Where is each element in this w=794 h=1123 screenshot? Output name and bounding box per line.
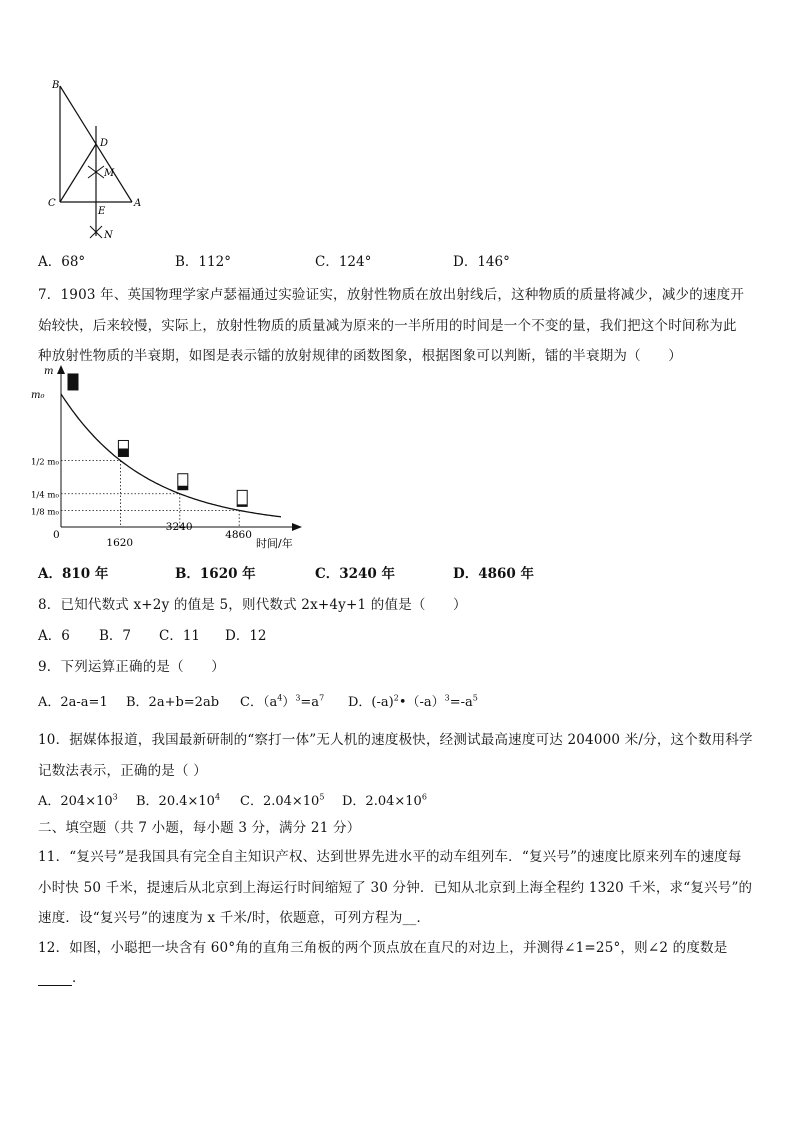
q7-option-d[interactable]: D．4860 年 xyxy=(453,566,534,582)
q10-option-c[interactable] xyxy=(240,790,324,809)
q9-d-exp: 2 xyxy=(393,693,399,703)
q9-c-part: ） xyxy=(282,695,296,710)
q7-text-line: 始较快，后来较慢，实际上，放射性物质的质量减为原来的一半所用的时间是一个不变的量，我们把这个时间称为此 xyxy=(38,318,737,334)
q9-c-exp: 4 xyxy=(277,693,283,703)
q10-d-exp: 6 xyxy=(421,792,427,802)
geometry-figure xyxy=(40,74,160,244)
q9-option-b[interactable]: B．2a+b=2ab xyxy=(126,695,220,710)
y-tick-label: 1/4 m₀ xyxy=(31,490,59,501)
q9-c-exp: 3 xyxy=(295,693,301,703)
segment-cd xyxy=(60,144,96,202)
q9-d-part: •（-a） xyxy=(398,695,445,710)
q9-d-part: =-a xyxy=(449,695,473,710)
q10-b-exp: 4 xyxy=(214,792,221,802)
x-tick-label: 4860 xyxy=(225,529,252,541)
point-label-c: C xyxy=(48,198,56,209)
q9-option-d[interactable] xyxy=(348,691,478,710)
q12-line2-end: ． xyxy=(72,970,86,986)
q10-text-line: 记数法表示，正确的是（ ） xyxy=(38,763,207,779)
q6-option-b[interactable]: B．112° xyxy=(175,254,231,270)
q8-option-c[interactable]: C．11 xyxy=(159,628,201,644)
x-tick-label: 3240 xyxy=(165,521,193,533)
q9-d-part: D．(-a) xyxy=(348,695,394,710)
decay-curve-series xyxy=(61,394,281,517)
q10-text-line: 10．据媒体报道，我国最新研制的“察打一体”无人机的速度极快，经测试最高速度可达 204000 米/分，这个数用科学 xyxy=(38,732,753,748)
point-label-e: E xyxy=(98,206,106,217)
q6-option-d[interactable]: D．146° xyxy=(453,254,510,270)
decay-chart xyxy=(30,362,320,552)
q12-answer-blank[interactable] xyxy=(38,971,72,986)
q11-text-line: 小时快 50 千米，提速后从北京到上海运行时间缩短了 30 分钟．已知从北京到上海全程约 1320 千米，求“复兴号”的 xyxy=(38,880,753,896)
q9-c-exp: 7 xyxy=(319,693,325,703)
y-axis-arrow xyxy=(57,365,65,374)
point-label-a: A xyxy=(134,198,142,209)
q10-d-base: D．2.04×10 xyxy=(342,794,422,809)
sample-beaker-icon xyxy=(68,374,78,390)
point-label-b: B xyxy=(52,80,60,91)
x-axis-label: 时间/年 xyxy=(256,537,293,550)
q7-text-line: 种放射性物质的半衰期，如图是表示镭的放射规律的函数图象，根据图象可以判断，镭的半衰期为（ ） xyxy=(38,348,682,364)
q8-options xyxy=(38,624,438,642)
sample-beaker-icon xyxy=(237,490,247,506)
point-label-d: D xyxy=(100,138,109,149)
sample-beaker-icon xyxy=(118,440,128,456)
q10-c-base: C．2.04×10 xyxy=(240,794,320,809)
q9-option-a[interactable]: A．2a-a=1 xyxy=(38,695,108,710)
q8-option-d[interactable]: D．12 xyxy=(225,628,267,644)
point-label-m: M xyxy=(104,168,115,179)
q12-text-line: 12．如图，小聪把一块含有 60°角的直角三角板的两个顶点放在直尺的对边上，并测得∠1=25°，则∠2 的度数是 xyxy=(38,940,728,956)
q8-option-a[interactable]: A．6 xyxy=(38,628,70,644)
q6-option-c[interactable]: C．124° xyxy=(315,254,372,270)
q7-text-line: 7．1903 年、英国物理学家卢瑟福通过实验证实，放射性物质在放出射线后，这种物质的质量将减少，减少的速度开 xyxy=(38,287,745,303)
y-axis-label: m xyxy=(44,366,54,377)
q10-b-base: B．20.4×10 xyxy=(136,794,215,809)
q7-option-a[interactable]: A．810 年 xyxy=(38,566,109,582)
q9-options xyxy=(38,691,638,709)
q9-option-c[interactable] xyxy=(240,691,324,710)
y-tick-label: 1/2 m₀ xyxy=(31,457,59,468)
q11-text-line xyxy=(38,906,430,926)
q9-text: 9．下列运算正确的是（ ） xyxy=(38,659,225,675)
q7-options xyxy=(38,562,738,580)
q10-a-base: A．204×10 xyxy=(38,794,113,809)
q10-a-exp: 3 xyxy=(112,792,118,802)
q11-line3-text: 速度．设“复兴号”的速度为 x 千米/时，依题意，可列方程为 xyxy=(38,910,403,926)
q6-options xyxy=(38,250,738,268)
q10-option-d[interactable] xyxy=(342,790,427,809)
x-tick-label: 0 xyxy=(53,529,60,541)
q9-d-exp: 5 xyxy=(472,693,478,703)
q11-answer-blank[interactable]: __． xyxy=(402,910,431,926)
q6-option-a[interactable]: A．68° xyxy=(38,254,86,270)
q12-text-line xyxy=(38,966,86,986)
q10-options xyxy=(38,790,538,808)
q9-c-part: =a xyxy=(300,695,320,710)
q10-option-a[interactable] xyxy=(38,790,118,809)
q9-d-exp: 3 xyxy=(444,693,450,703)
x-axis-arrow xyxy=(292,523,302,531)
x-tick-label: 1620 xyxy=(106,537,134,549)
sample-beaker-icon xyxy=(178,474,188,490)
q7-option-c[interactable]: C．3240 年 xyxy=(315,566,396,582)
q10-c-exp: 5 xyxy=(319,792,325,802)
q9-c-part: C．（a xyxy=(240,695,278,710)
q7-option-b[interactable]: B．1620 年 xyxy=(175,566,256,582)
y-tick-label: m₀ xyxy=(31,389,45,401)
q10-option-b[interactable] xyxy=(136,790,220,809)
section-heading: 二、填空题（共 7 小题，每小题 3 分，满分 21 分） xyxy=(38,820,361,836)
q8-text: 8．已知代数式 x+2y 的值是 5，则代数式 2x+4y+1 的值是（ ） xyxy=(38,597,467,613)
q11-text-line: 11．“复兴号”是我国具有完全自主知识产权、达到世界先进水平的动车组列车．“复兴号”的速度比原来列车的速度每 xyxy=(38,849,742,865)
y-tick-label: 1/8 m₀ xyxy=(31,507,59,518)
q8-option-b[interactable]: B．7 xyxy=(99,628,132,644)
point-label-n: N xyxy=(104,230,113,241)
